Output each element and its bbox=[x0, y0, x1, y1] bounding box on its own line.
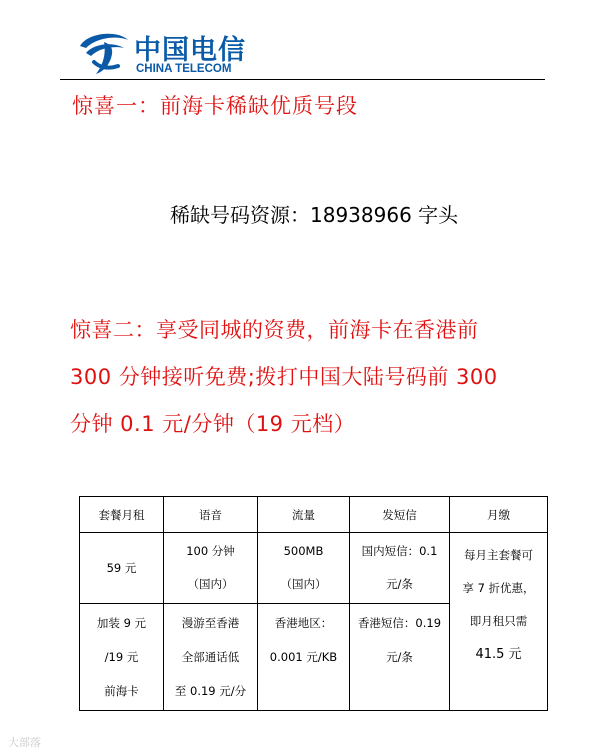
table-row bbox=[80, 533, 548, 604]
surprise-one-heading: 惊喜一：前海卡稀缺优质号段 bbox=[72, 94, 358, 118]
cell-sms: 香港短信：0.19 元/条 bbox=[350, 604, 450, 711]
telecom-swirl-icon bbox=[74, 26, 132, 78]
plan-pricing-table bbox=[79, 496, 548, 711]
china-telecom-logo bbox=[74, 26, 254, 78]
cell-voice: 漫游至香港 全部通话低 至 0.19 元/分 bbox=[164, 604, 258, 711]
surprise-two-line: 300 分钟接听免费;拨打中国大陆号码前 300 bbox=[70, 365, 498, 389]
brand-name-cn: 中国电信 bbox=[134, 35, 246, 66]
surprise-two-line: 惊喜二：享受同城的资费，前海卡在香港前 bbox=[70, 318, 479, 342]
surprise-two-line: 分钟 0.1 元/分钟（19 元档） bbox=[70, 412, 356, 436]
brand-name-en: CHINA TELECOM bbox=[136, 63, 232, 75]
header-voice: 语音 bbox=[164, 497, 258, 533]
header-monthly-fee: 套餐月租 bbox=[80, 497, 164, 533]
surprise-two-paragraph bbox=[70, 307, 560, 448]
header-data: 流量 bbox=[258, 497, 350, 533]
cell-sms: 国内短信：0.1 元/条 bbox=[350, 533, 450, 604]
cell-monthly-fee: 59 元 bbox=[80, 533, 164, 604]
cell-monthly-fee: 加装 9 元 /19 元 前海卡 bbox=[80, 604, 164, 711]
cell-monthly-payment: 每月主套餐可 享 7 折优惠， 即月租只需 41.5 元 bbox=[450, 533, 548, 711]
cell-voice: 100 分钟 （国内） bbox=[164, 533, 258, 604]
header-sms: 发短信 bbox=[350, 497, 450, 533]
header-monthly-payment: 月缴 bbox=[450, 497, 548, 533]
header-divider bbox=[60, 79, 545, 80]
rare-number-resource: 稀缺号码资源：18938966 字头 bbox=[170, 203, 459, 227]
table-header-row bbox=[80, 497, 548, 533]
cell-data: 500MB （国内） bbox=[258, 533, 350, 604]
cell-data: 香港地区： 0.001 元/KB bbox=[258, 604, 350, 711]
watermark: 大部落 bbox=[8, 736, 41, 749]
